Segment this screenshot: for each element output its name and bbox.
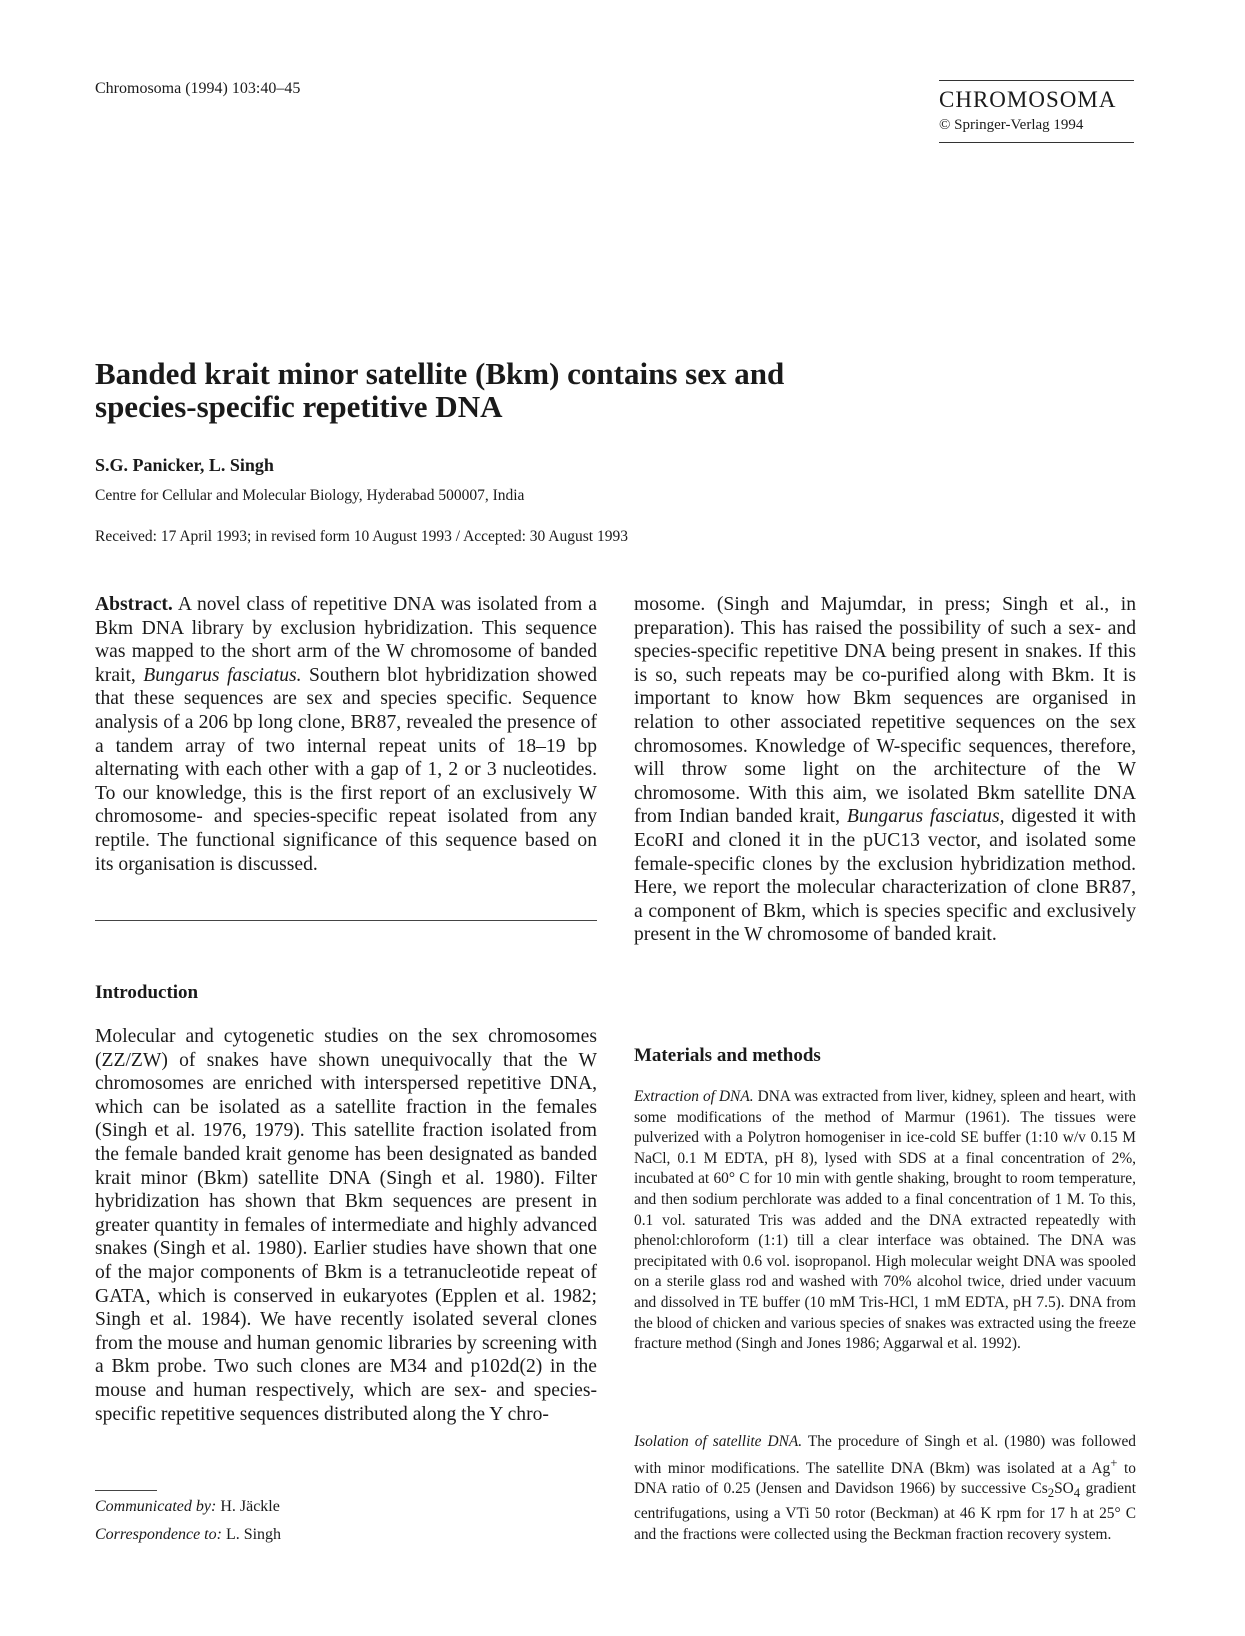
correspondence-label: Correspondence to: <box>95 1526 222 1543</box>
isolation-subscript-2: 4 <box>1073 1486 1081 1501</box>
methods-heading: Materials and methods <box>634 1045 821 1066</box>
article-authors: S.G. Panicker, L. Singh <box>95 455 274 475</box>
introduction-text: Molecular and cytogenetic studies on the sex chromosomes (ZZ/ZW) of snakes have shown unequivocally that the W chromosomes are enriched with interspersed repetitive DNA, which can be isolated as a satellite fraction in the females (Singh et al. 1976, 1979). This satellite fraction isolated from the female banded krait genome has been designated as banded krait minor (Bkm) satellite DNA (Singh et al. 1980). Filter hybridization has shown that Bkm sequences are present in greater quantity in females of intermediate and highly advanced snakes (Singh et al. 1980). Earlier studies have shown that one of the major components of Bkm is a tetranucleotide repeat of GATA, which is conserved in eukaryotes (Epplen et al. 1982; Singh et al. 1984). We have recently isolated several clones from the mouse and human genomic libraries by screening with a Bkm probe. Two such clones are M34 and p102d(2) in the mouse and human respectively, which are sex- and species-specific repetitive sequences distributed along the Y chro- <box>95 1026 597 1425</box>
intro-continuation-part1: mosome. (Singh and Majumdar, in press; Singh et al., in preparation). This has raised the possibility of such a sex- and species-specific repetitive DNA being present in snakes. If this is so, such repeats may be co-purified along with Bkm. It is important to know how Bkm sequences are organised in relation to other associated repetitive sequences on the sex chromosomes. Knowledge of W-specific sequences, therefore, will throw some light on the architecture of the W chromosome. With this aim, we isolated Bkm satellite DNA from Indian banded krait, <box>634 594 1136 828</box>
journal-copyright: © Springer-Verlag 1994 <box>939 117 1084 133</box>
communicated-name: H. Jäckle <box>220 1498 280 1515</box>
abstract-divider <box>95 920 597 921</box>
isolation-text-2: to DNA ratio of 0.25 (Jensen and Davidson 1966) by successive Cs <box>634 1459 1136 1498</box>
article-dates: Received: 17 April 1993; in revised form 10 August 1993 / Accepted: 30 August 1993 <box>95 528 628 545</box>
isolation-label: Isolation of satellite DNA. <box>634 1433 803 1450</box>
isolation-text-1: The procedure of Singh et al. (1980) was followed with minor modifications. The satellite DNA (Bkm) was isolated at a Ag <box>634 1433 1136 1477</box>
isolation-text-3: SO <box>1054 1480 1074 1498</box>
intro-continuation-part2: digested it with EcoRI and cloned it in the pUC13 vector, and isolated some female-specific clones by the exclusion hybridization method. Here, we report the molecular characterization of clone BR87, a component of Bkm, which is species specific and exclusively present in the W chromosome of banded krait. <box>634 806 1137 946</box>
introduction-continuation <box>634 593 1136 947</box>
abstract-text-part2: Southern blot hybridization showed that these sequences are sex and species specific. Sequence analysis of a 206 bp long clone, BR87, revealed the presence of a tandem array of two internal repeat units of 18–19 bp alternating with each other with a gap of 1, 2 or 3 nucleotides. To our knowledge, this is the first report of an exclusively W chromosome- and species-specific repeat isolated from any reptile. The functional significance of this sequence based on its organisation is discussed. <box>95 664 598 875</box>
abstract <box>95 593 597 876</box>
journal-citation: Chromosoma (1994) 103:40–45 <box>95 80 301 97</box>
abstract-label: Abstract. <box>95 594 173 615</box>
masthead-top-rule <box>939 80 1134 81</box>
isolation-subscript-1: 2 <box>1047 1486 1055 1501</box>
extraction-paragraph <box>634 1087 1136 1355</box>
extraction-label: Extraction of DNA. <box>634 1088 754 1105</box>
author-affiliation: Centre for Cellular and Molecular Biology, Hyderabad 500007, India <box>95 487 525 504</box>
abstract-species: Bungarus fasciatus. <box>143 664 302 686</box>
abstract-text-part1: A novel class of repetitive DNA was isolated from a Bkm DNA library by exclusion hybridization. This sequence was mapped to the short arm of the W chromosome of banded krait, <box>95 594 597 686</box>
article-title: Banded krait minor satellite (Bkm) contains sex and species-specific repetitive DNA <box>95 356 785 424</box>
extraction-text: DNA was extracted from liver, kidney, spleen and heart, with some modifications of the method of Marmur (1961). The tissues were pulverized with a Polytron homogeniser in ice-cold SE buffer (1:10 w/v 0.15 M NaCl, 0.1 M EDTA, pH 8), lysed with SDS at a final concentration of 2%, incubated at 60° C for 10 min with gentle shaking, brought to room temperature, and then sodium perchlorate was added to a final concentration of 1 M. To this, 0.1 vol. saturated Tris was added and the DNA extracted repeatedly with phenol:chloroform (1:1) till a clear interface was obtained. The DNA was precipitated with 0.6 vol. isopropanol. High molecular weight DNA was spooled on a sterile glass rod and washed with 70% alcohol twice, dried under vacuum and dissolved in TE buffer (10 mM Tris-HCl, 1 mM EDTA, pH 7.5). DNA from the blood of chicken and various species of snakes was extracted using the freeze fracture method (Singh and Jones 1986; Aggarwal et al. 1992). <box>634 1088 1136 1353</box>
journal-name: CHROMOSOMA <box>939 87 1117 112</box>
correspondence-name: L. Singh <box>225 1526 282 1543</box>
isolation-superscript: + <box>1110 1455 1118 1470</box>
masthead-bottom-rule <box>939 142 1134 143</box>
isolation-paragraph <box>634 1432 1136 1545</box>
communicated-by <box>95 1498 280 1516</box>
introduction-heading: Introduction <box>95 982 199 1003</box>
journal-masthead <box>939 80 1134 143</box>
intro-continuation-species: Bungarus fasciatus, <box>846 806 1005 828</box>
footnote-divider <box>95 1490 157 1491</box>
communicated-label: Communicated by: <box>95 1498 217 1515</box>
correspondence-to <box>95 1526 281 1544</box>
isolation-text-4: gradient centrifugations, using a VTi 50 rotor (Beckman) at 46 K rpm for 17 h at 25° C and the fractions were collected using the Beckman fraction recovery system. <box>634 1480 1136 1543</box>
